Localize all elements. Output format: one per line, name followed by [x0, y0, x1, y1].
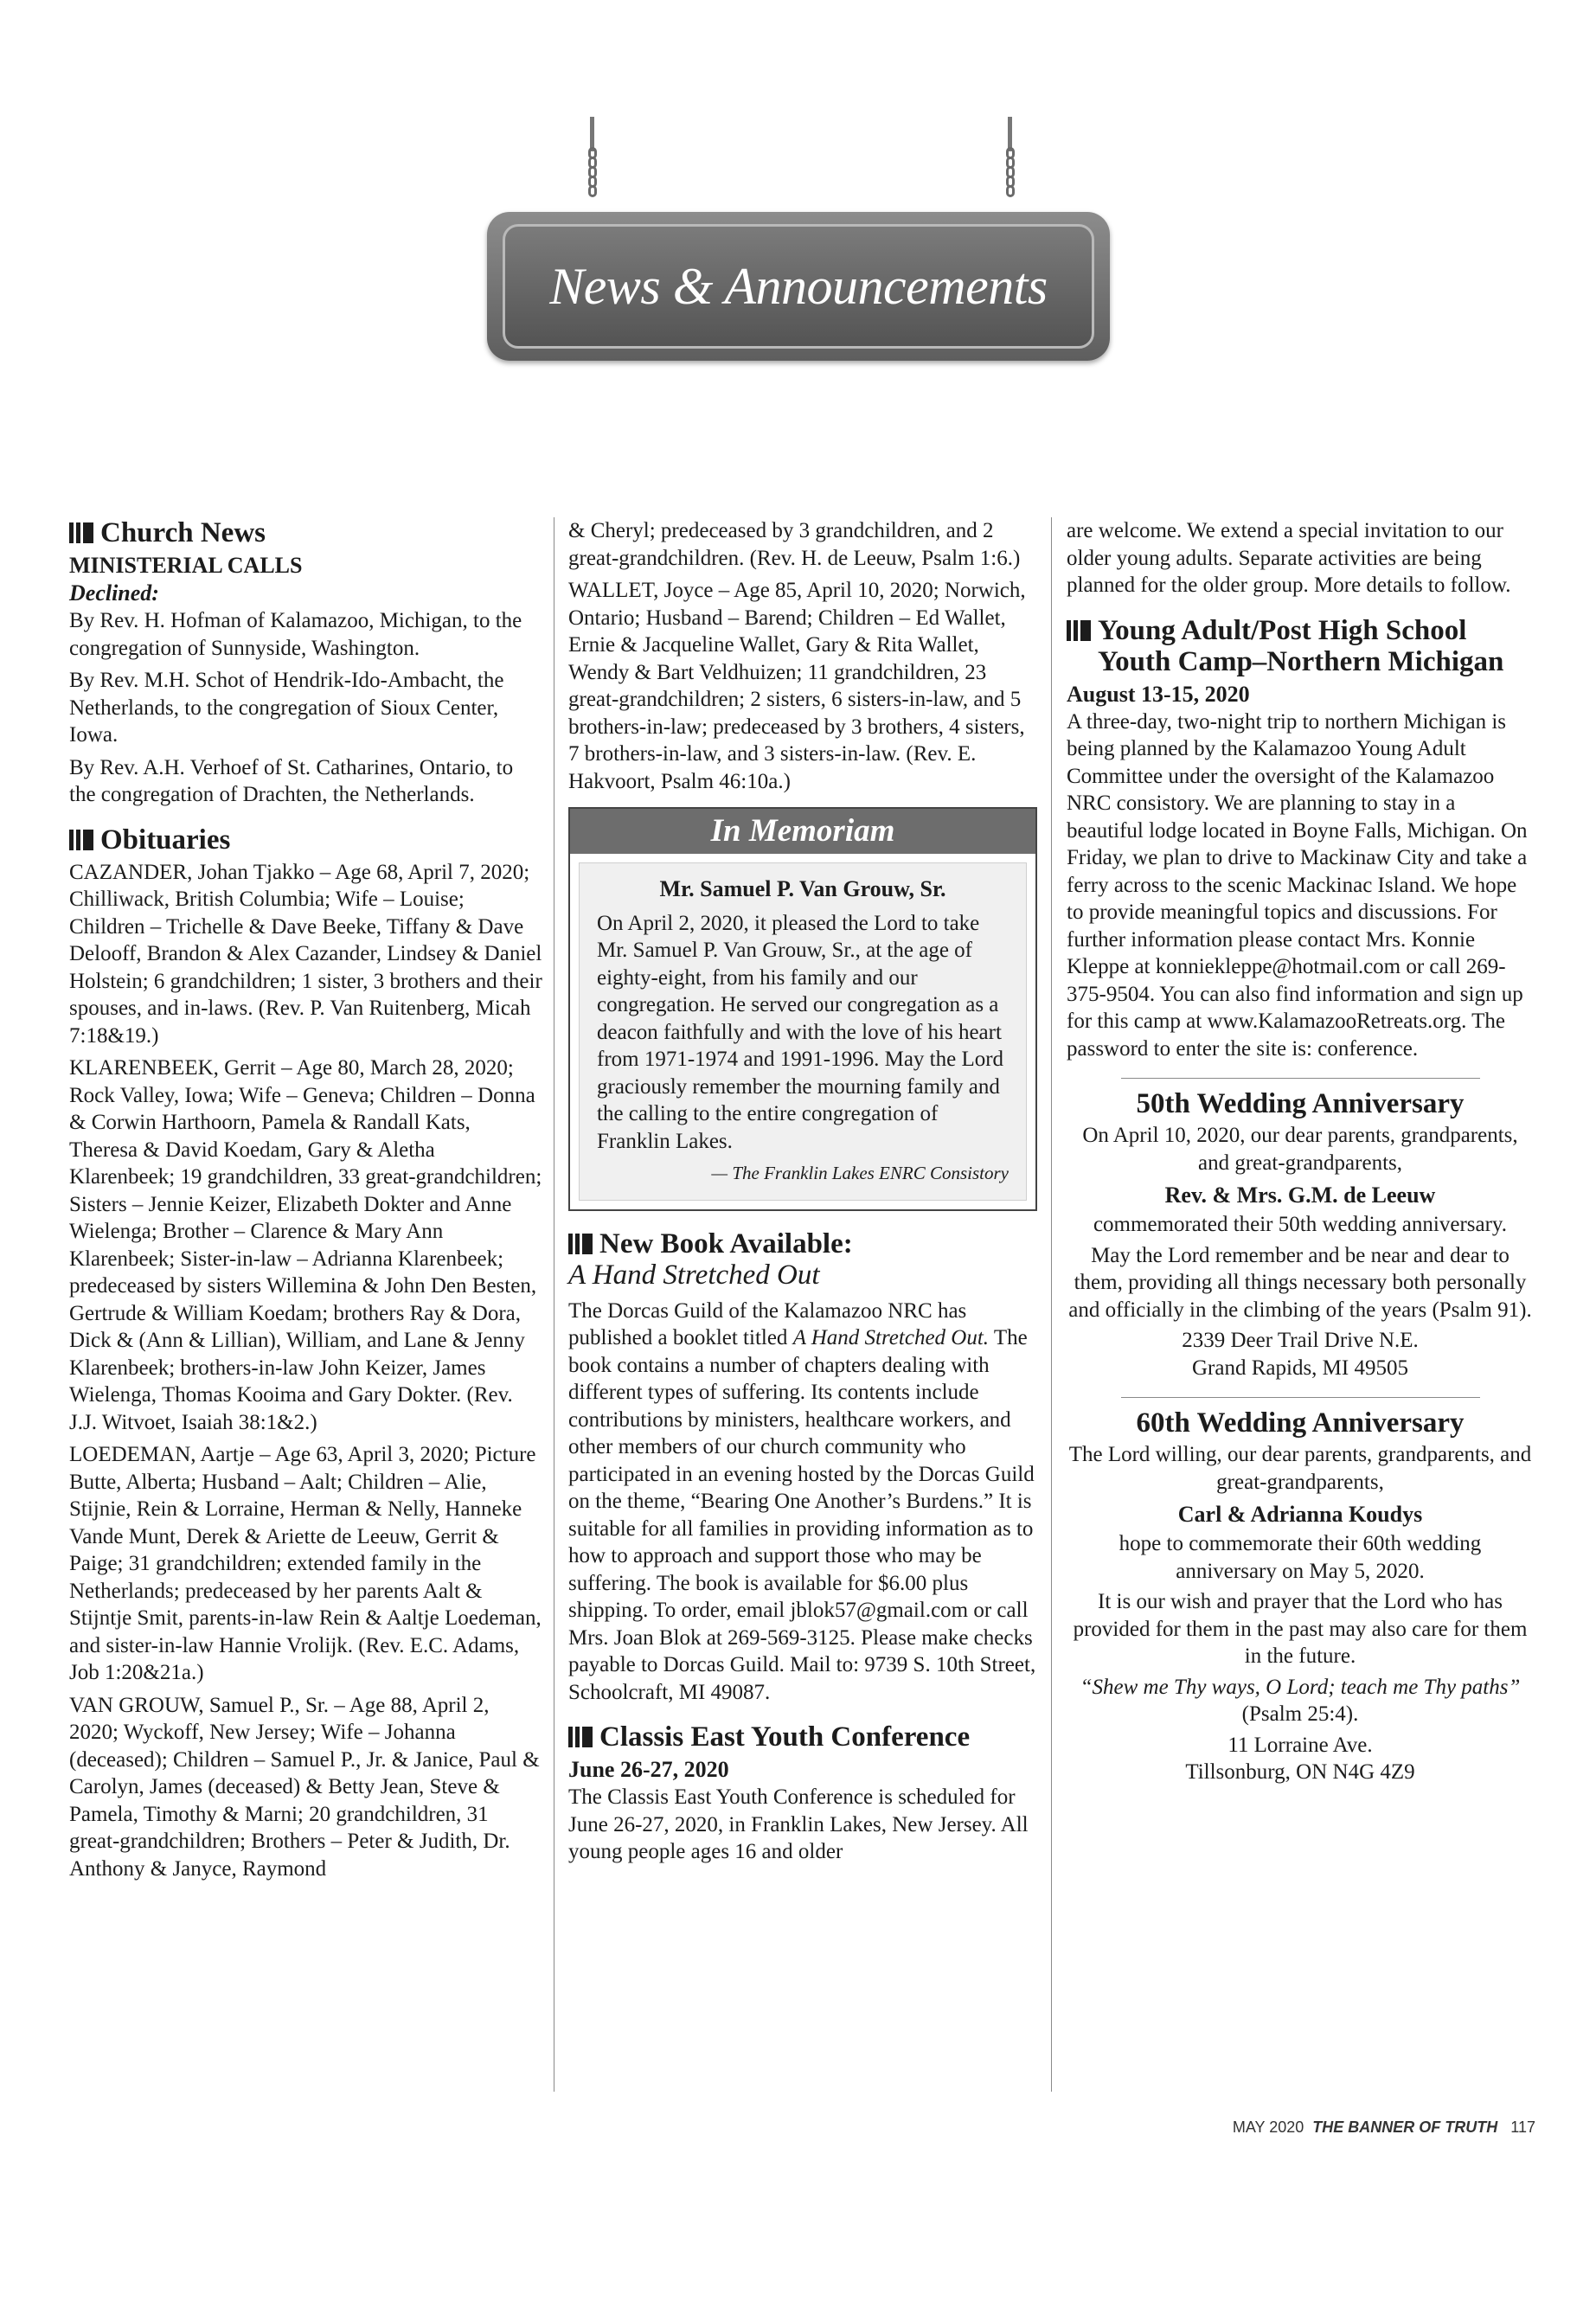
footer-date: MAY 2020 [1232, 2118, 1304, 2136]
camp-heading: Young Adult/Post High School Youth Camp–Northern Michigan [1067, 615, 1534, 677]
call-item: By Rev. M.H. Schot of Hendrik-Ido-Ambacht, the Netherlands, to the congregation of Sioux Center, Iowa. [69, 669, 504, 747]
call-item: By Rev. H. Hofman of Kalamazoo, Michigan, to the congregation of Sunnyside, Washington. [69, 609, 522, 660]
book-title: A Hand Stretched Out [568, 1259, 820, 1291]
column-3 [1067, 517, 1534, 1786]
anniversary-title: 60th Wedding Anniversary [1136, 1407, 1465, 1439]
column-2 [568, 517, 1037, 1871]
classis-continued: are welcome. We extend a special invitation to our older young adults. Separate activities are being planned for the older group. More details to follow. [1067, 519, 1511, 597]
page-title: News & Announcements [549, 257, 1048, 315]
anniversary-line: hope to commemorate their 60th wedding anniversary on May 5, 2020. [1118, 1532, 1482, 1583]
anniversary-line: May the Lord remember and be near and dear to them, providing all things necessary both personally and officially in the climbing of the years (Psalm 91). [1068, 1243, 1532, 1322]
camp-text: A three-day, two-night trip to northern Michigan is being planned by the Kalamazoo Young Adult Committee under the oversight of the Kalamazoo NRC consistory. We are planning to stay in a beautiful lodge located in Boyne Falls, Michigan. On Friday, we plan to drive to Mackinaw City and take a ferry across to the scenic Mackinac Island. We hope to provide meaningful topics and discussions. For further information please contact Mrs. Konnie Kleppe at konniekleppe@hotmail.com or call 269-375-9504. You can also find information and sign up for this camp at www.KalamazooRetreats.org. The password to enter the site is: conference. [1067, 709, 1528, 1061]
obituary-item: WALLET, Joyce – Age 85, April 10, 2020; Norwich, Ontario; Husband – Barend; Children – Ed Wallet, Ernie & Jacqueline Wallet, Gary & Rita Wallet, Wendy & Bart Veldhuizen; 11 grandchildren, 23 great-grandchildren; 2 sisters, 6 sisters-in-law, and 5 brothers-in-law; predeceased by 3 brothers, 4 sisters, 7 brothers-in-law, and 3 sisters-in-law. (Rev. E. Hakvoort, Psalm 46:10a.) [568, 579, 1026, 793]
anniversary-quote: “Shew me Thy ways, O Lord; teach me Thy paths” (Psalm 25:4). [1080, 1675, 1521, 1726]
obituary-item: KLARENBEEK, Gerrit – Age 80, March 28, 2020; Rock Valley, Iowa; Wife – Geneva; Children – Donna & Corwin Harthoorn, Pamela & Randall Kats, Theresa & David Koedam, Gary & Aletha Klarenbeek; 19 grandchildren, 33 great-grandchildren; Sisters – Jennie Keizer, Elizabeth Dokter and Anne Wielenga; Brother – Clarence & Mary Ann Klarenbeek; Sister-in-law – Adrianna Klarenbeek; predeceased by sisters Willemina & John Den Besten, Gertrude & William Koedam; brothers Ray & Dora, Dick & (Ann & Lillian), William, and Lane & Jenny Klarenbeek; brothers-in-law John Keizer, James Wielenga, Thomas Kooima and Gary Dokter. (Rev. J.J. Witvoet, Isaiah 38:1&2.) [69, 1056, 542, 1434]
obituaries-heading: Obituaries [69, 824, 543, 856]
anniversary-50 [1067, 1078, 1534, 1381]
chain-left [588, 147, 597, 195]
camp-dates: August 13-15, 2020 [1067, 681, 1250, 707]
anniversary-address: 2339 Deer Trail Drive N.E. Grand Rapids, MI 49505 [1182, 1329, 1419, 1380]
classis-text: The Classis East Youth Conference is scheduled for June 26-27, 2020, in Franklin Lakes, New Jersey. All young people ages 16 and older [568, 1785, 1029, 1863]
page-number: 117 [1510, 2118, 1535, 2136]
section-bars-icon [1067, 620, 1091, 641]
header-sign [0, 0, 1596, 484]
call-item: By Rev. A.H. Verhoef of St. Catharines, Ontario, to the congregation of Drachten, the Netherlands. [69, 755, 514, 806]
chain-right [1006, 147, 1015, 195]
page-footer [1233, 2118, 1535, 2137]
church-news-heading: Church News [69, 517, 543, 548]
column-divider-2 [1051, 517, 1052, 2092]
section-bars-icon [69, 522, 93, 543]
in-memoriam-box [568, 807, 1037, 1211]
declined-label: Declined: [69, 580, 159, 606]
in-memoriam-heading: In Memoriam [570, 809, 1035, 854]
anniversary-line: commemorated their 50th wedding anniversary. [1093, 1213, 1508, 1236]
anniversary-title: 50th Wedding Anniversary [1136, 1088, 1465, 1119]
classis-dates: June 26-27, 2020 [568, 1757, 729, 1782]
new-book-text: The Dorcas Guild of the Kalamazoo NRC has published a booklet titled A Hand Stretched Out. The book contains a number of chapters dealing with different types of suffering. Its contents include contributions by ministers, healthcare workers, and other members of our church community who participated in an evening hosted by the Dorcas Guild on the theme, “Bearing One Another’s Burdens.” It is suitable for all families in providing information as to how to approach and support those who may be suffering. The book is available for $6.00 plus shipping. To order, email jblok57@gmail.com or call Mrs. Joan Blok at 269-569-3125. Please make checks payable to Dorcas Guild. Mail to: 9739 S. 10th Street, Schoolcraft, MI 49087. [568, 1298, 1036, 1704]
anniversary-line: It is our wish and prayer that the Lord who has provided for them in the past may also care for them in the future. [1073, 1590, 1528, 1668]
memoriam-signature: — The Franklin Lakes ENRC Consistory [711, 1163, 1009, 1183]
classis-heading: Classis East Youth Conference [568, 1721, 1037, 1753]
sign-plaque [487, 212, 1110, 361]
obituary-item: LOEDEMAN, Aartje – Age 63, April 3, 2020; Picture Butte, Alberta; Husband – Aalt; Children – Alie, Stijnie, Rein & Lorraine, Herman & Nelly, Hanneke Vande Munt, Derek & Ariette de Leeuw, Gerrit & Paige; 31 grandchildren; extended family in the Netherlands; predeceased by her parents Aalt & Stijntje Smit, parents-in-law Rein & Aaltje Loedeman, and sister-in-law Hannie Vrolijk. (Rev. E.C. Adams, Job 1:20&21a.) [69, 1443, 542, 1684]
ministerial-calls-heading: MINISTERIAL CALLS [69, 553, 303, 578]
anniversary-intro: On April 10, 2020, our dear parents, grandparents, and great-grandparents, [1082, 1124, 1518, 1175]
divider [1121, 1397, 1480, 1398]
obituary-item: CAZANDER, Johan Tjakko – Age 68, April 7, 2020; Chilliwack, British Columbia; Wife – Louise; Children – Trichelle & Dave Beeke, Tiffany & Dave Delooff, Brandon & Alex Cazander, Lindsey & Daniel Holstein; 6 grandchildren; 1 sister, 3 brothers and their spouses, and in-laws. (Rev. P. Van Ruitenberg, Micah 7:18&19.) [69, 860, 542, 1048]
section-bars-icon [568, 1727, 593, 1747]
memoriam-name: Mr. Samuel P. Van Grouw, Sr. [659, 876, 946, 901]
anniversary-names: Rev. & Mrs. G.M. de Leeuw [1164, 1183, 1436, 1208]
footer-publication: THE BANNER OF TRUTH [1312, 2118, 1498, 2136]
obituary-item: VAN GROUW, Samuel P., Sr. – Age 88, April 2, 2020; Wyckoff, New Jersey; Wife – Johanna (deceased); Children – Samuel P., Jr. & Janice, Paul & Carolyn, James (deceased) & Betty Jean, Steve & Pamela, Timothy & Marni; 20 grandchildren, 31 great-grandchildren; Brothers – Peter & Judith, Dr. Anthony & Janyce, Raymond [69, 1693, 540, 1881]
new-book-heading: New Book Available: [568, 1228, 1037, 1259]
anniversary-60 [1067, 1397, 1534, 1786]
section-bars-icon [69, 830, 93, 850]
anniversary-names: Carl & Adrianna Koudys [1177, 1502, 1423, 1527]
anniversary-intro: The Lord willing, our dear parents, grandparents, and great-grandparents, [1068, 1443, 1532, 1494]
column-1 [69, 517, 543, 1888]
section-bars-icon [568, 1234, 593, 1254]
obituary-continued: & Cheryl; predeceased by 3 grandchildren, and 2 great-grandchildren. (Rev. H. de Leeuw, Psalm 1:6.) [568, 519, 1021, 570]
divider [1121, 1078, 1480, 1079]
anniversary-address: 11 Lorraine Ave. Tillsonburg, ON N4G 4Z9 [1185, 1733, 1415, 1784]
memoriam-text: On April 2, 2020, it pleased the Lord to take Mr. Samuel P. Van Grouw, Sr., at the age of eighty-eight, from his family and our congregation. He served our congregation as a deacon faithfully and with the love of his heart from 1971-1974 and 1991-1996. May the Lord graciously remember the mourning family and the calling to the entire congregation of Franklin Lakes. [597, 911, 1004, 1153]
